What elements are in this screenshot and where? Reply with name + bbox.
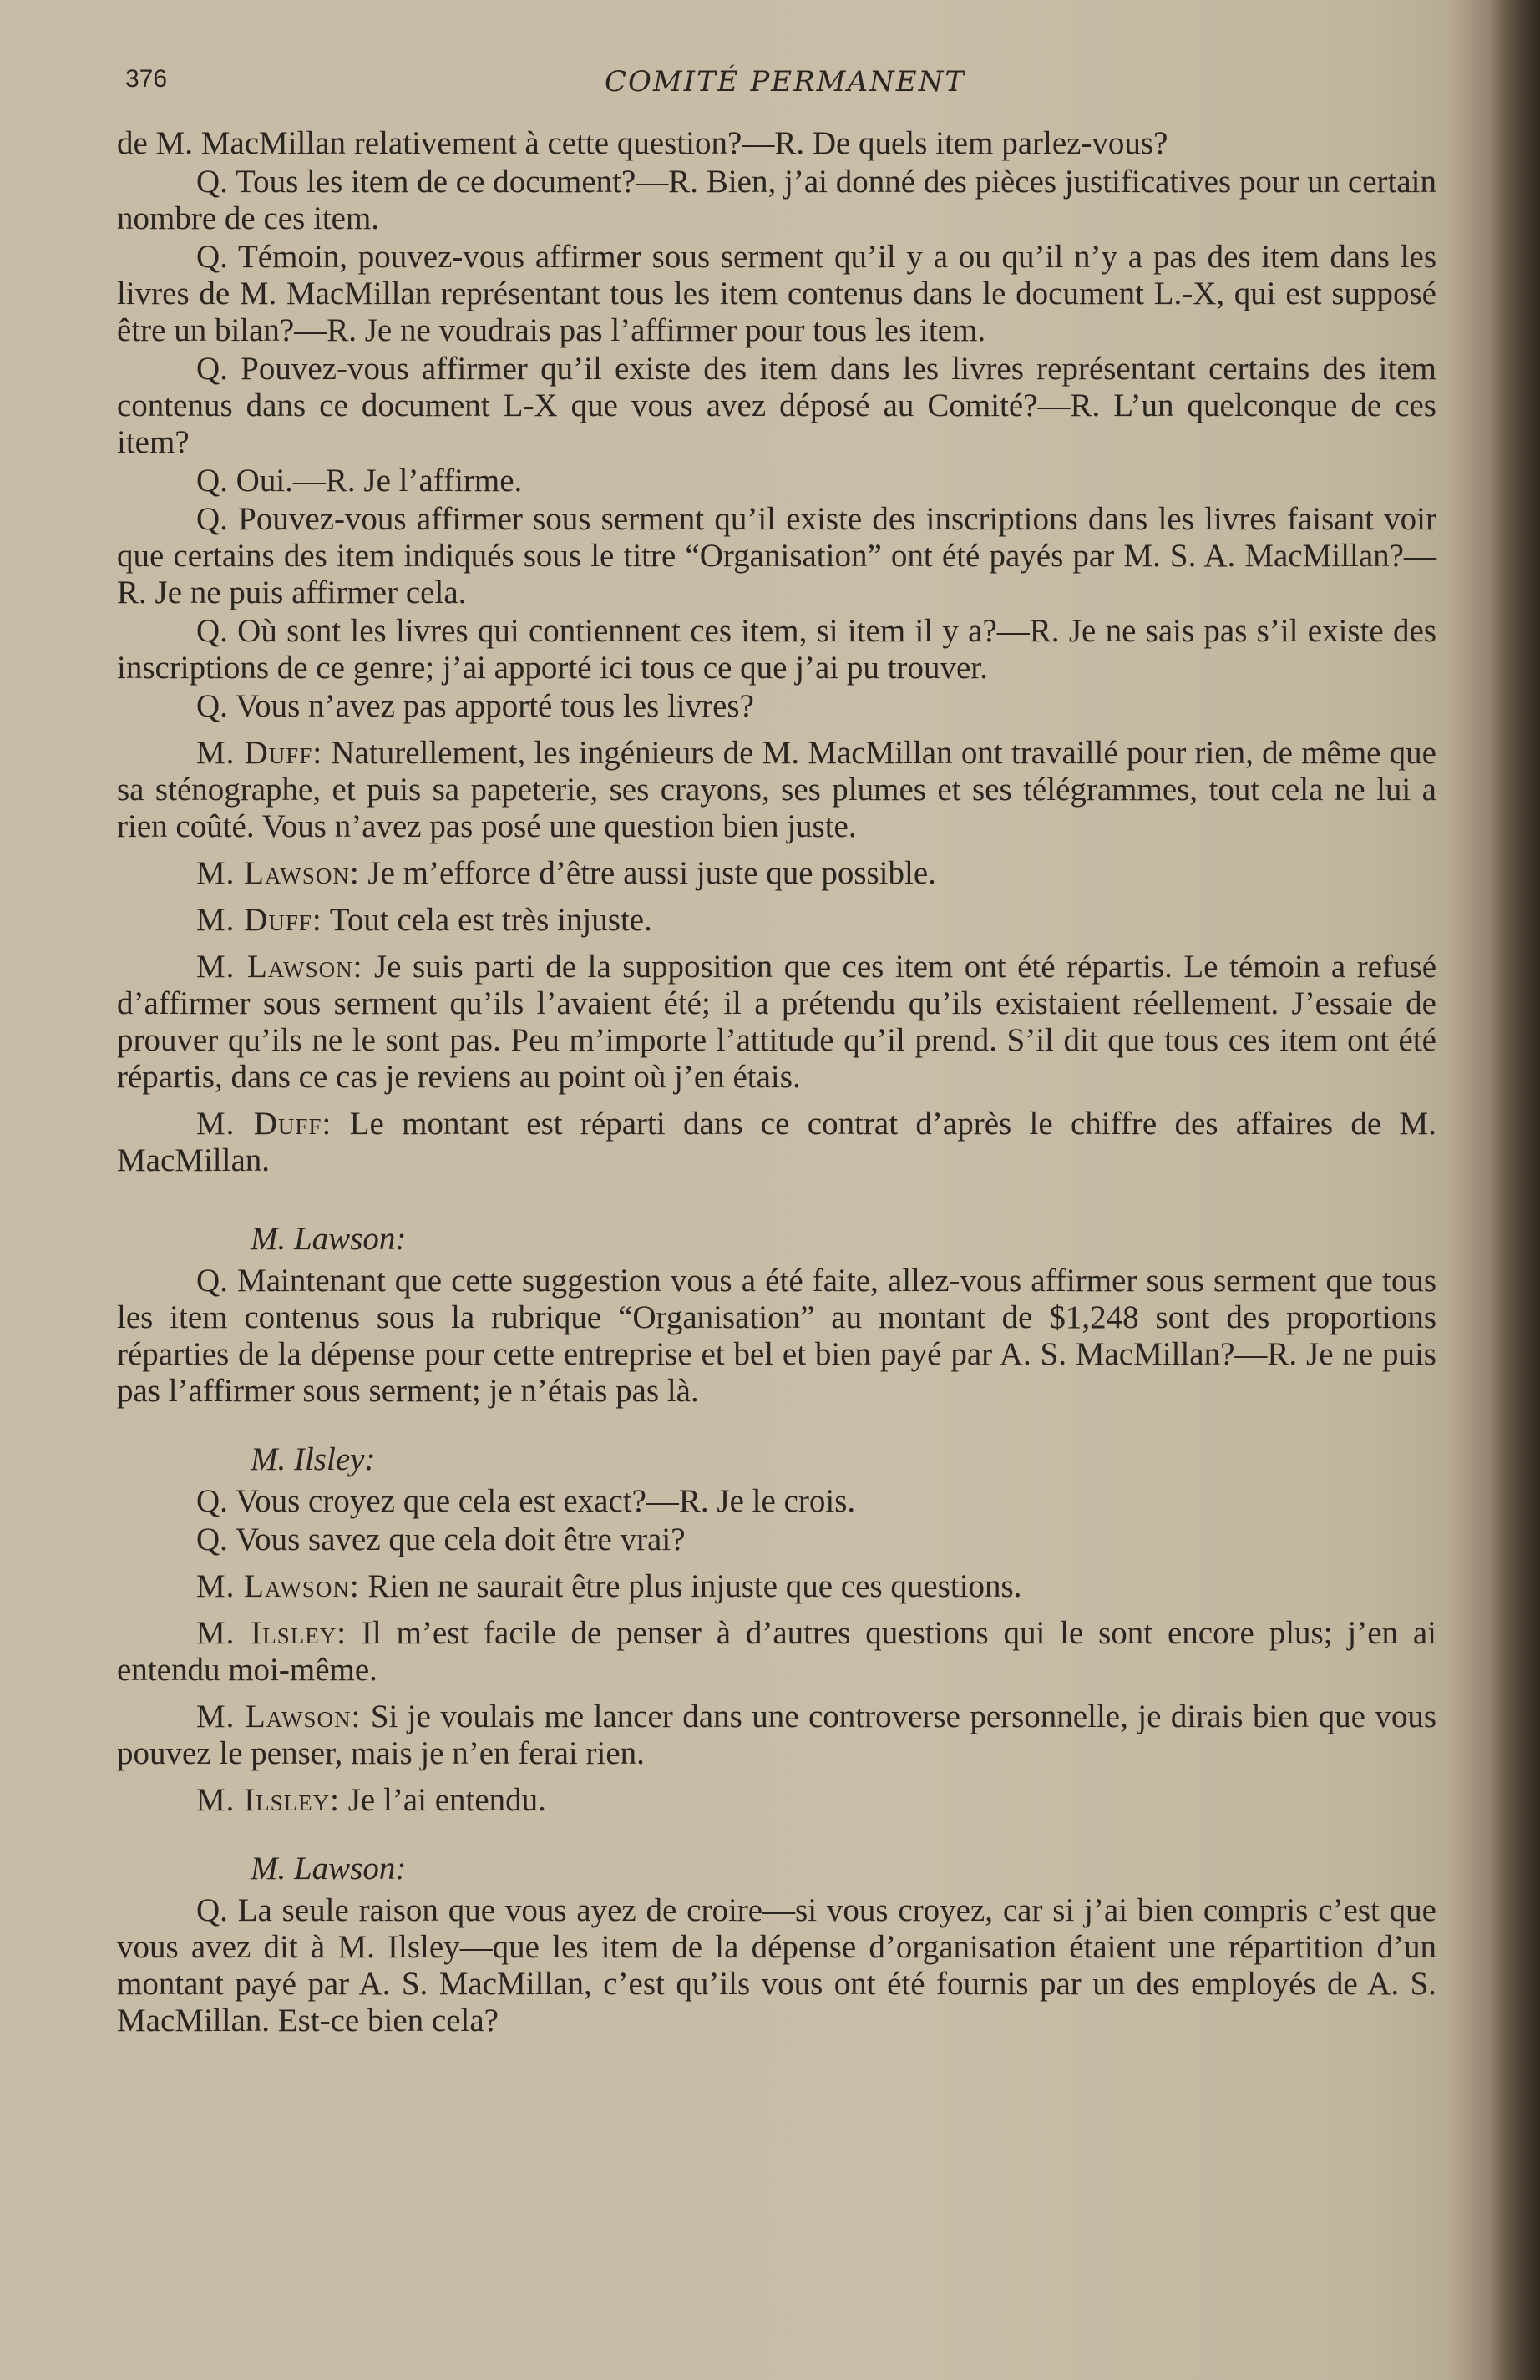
speaker-name: M. Duff: [196, 735, 323, 771]
speaker-name: M. Duff: [196, 1106, 332, 1142]
speech-text: Si je voulais me lancer dans une controverse personnelle, je dirais bien que vous pouvez le penser, mais je n’en ferai rien. [117, 1699, 1436, 1771]
speaker-name: M. Lawson: [196, 1568, 360, 1604]
speaker-paragraph [117, 1106, 1436, 1179]
speech-text: Le montant est réparti dans ce contrat d’après le chiffre des affaires de M. MacMillan. [117, 1106, 1436, 1178]
paragraph: Q. Pouvez-vous affirmer qu’il existe des item dans les livres représentant certains des item contenus dans ce document L-X que vous avez déposé au Comité?—R. L’un quelconque de ces item? [117, 351, 1436, 460]
paragraph: Q. Où sont les livres qui contiennent ces item, si item il y a?—R. Je ne sais pas s’il existe des inscriptions de ce genre; j’ai apporté ici tous ce que j’ai pu trouver. [117, 613, 1436, 686]
speech-text: Tout cela est très injuste. [322, 902, 652, 938]
speaker-paragraph [117, 855, 1436, 892]
speech-text: Rien ne saurait être plus injuste que ces questions. [359, 1568, 1022, 1604]
speaker-paragraph [117, 1615, 1436, 1689]
speaker-paragraph [117, 735, 1436, 845]
paragraph: Q. Témoin, pouvez-vous affirmer sous serment qu’il y a ou qu’il n’y a pas des item dans les livres de M. MacMillan représentant tous les item contenus dans le document L.-X, qui est supposé être un bilan?—R. Je ne voudrais pas l’affirmer pour tous les item. [117, 239, 1436, 348]
paragraph: Q. Tous les item de ce document?—R. Bien, j’ai donné des pièces justificatives pour un certain nombre de ces item. [117, 164, 1436, 236]
speech-text: Il m’est facile de penser à d’autres questions qui le sont encore plus; j’en ai entendu moi-même. [117, 1615, 1436, 1688]
speaker-name: M. Lawson: [196, 1699, 362, 1734]
paragraph: Q. Maintenant que cette suggestion vous a été faite, allez-vous affirmer sous serment que tous les item contenus sous la rubrique “Organisation” au montant de $1,248 sont des proportions réparties de la dépense pour cette entreprise et bel et bien payé par A. S. MacMillan?—R. Je ne puis pas l’affirmer sous serment; je n’étais pas là. [117, 1263, 1436, 1409]
speaker-name: M. Ilsley: [196, 1615, 347, 1651]
paragraph: Q. Vous n’avez pas apporté tous les livres? [196, 688, 754, 724]
speaker-heading: M. Ilsley: [251, 1441, 376, 1477]
paragraph: de M. MacMillan relativement à cette question?—R. De quels item parlez-vous? [117, 125, 1168, 161]
speaker-name: M. Duff: [196, 902, 322, 938]
speaker-paragraph [117, 902, 1436, 939]
speech-text: Je m’efforce d’être aussi juste que possible. [359, 855, 936, 891]
page-number: 376 [125, 65, 168, 93]
paragraph: Q. Vous croyez que cela est exact?—R. Je le crois. [196, 1483, 856, 1519]
paragraph: Q. Vous savez que cela doit être vrai? [196, 1522, 686, 1557]
speaker-name: M. Ilsley: [196, 1782, 340, 1818]
running-head: COMITÉ PERMANENT [604, 65, 966, 99]
speech-text: Je l’ai entendu. [340, 1782, 546, 1818]
speech-text: Naturellement, les ingénieurs de M. MacMillan ont travaillé pour rien, de même que sa sténographe, et puis sa papeterie, ses crayons, ses plumes et ses télégrammes, tout cela ne lui a rien coûté. Vous n’avez pas posé une question bien juste. [117, 735, 1436, 844]
speaker-paragraph [117, 1568, 1436, 1605]
book-spine-shadow [1490, 0, 1540, 2380]
speaker-name: M. Lawson: [196, 949, 363, 985]
paragraph: Q. La seule raison que vous ayez de croire—si vous croyez, car si j’ai bien compris c’est que vous avez dit à M. Ilsley—que les item de la dépense d’organisation étaient une répartition d’un montant payé par A. S. MacMillan, c’est qu’ils vous ont été fournis par un des employés de A. S. MacMillan. Est-ce bien cela? [117, 1892, 1436, 2038]
speaker-paragraph [117, 1782, 1436, 1819]
speech-text: Je suis parti de la supposition que ces item ont été répartis. Le témoin a refusé d’affirmer sous serment qu’ils l’avaient été; il a prétendu qu’ils existaient réellement. J’essaie de prouver qu’ils ne le sont pas. Peu m’importe l’attitude qu’il prend. S’il dit que tous ces item ont été répartis, dans ce cas je reviens au point où j’en étais. [117, 949, 1437, 1095]
speaker-name: M. Lawson: [196, 855, 360, 891]
speaker-heading: M. Lawson: [251, 1851, 407, 1886]
speaker-paragraph [117, 949, 1436, 1096]
speaker-heading: M. Lawson: [251, 1221, 407, 1257]
page-header [125, 65, 1445, 107]
paragraph: Q. Oui.—R. Je l’affirme. [196, 463, 523, 499]
paragraph: Q. Pouvez-vous affirmer sous serment qu’il existe des inscriptions dans les livres faisant voir que certains des item indiqués sous le titre “Organisation” ont été payés par M. S. A. MacMillan?—R. Je ne puis affirmer cela. [117, 501, 1436, 610]
speaker-paragraph [117, 1699, 1436, 1772]
page-body [117, 125, 1436, 2041]
